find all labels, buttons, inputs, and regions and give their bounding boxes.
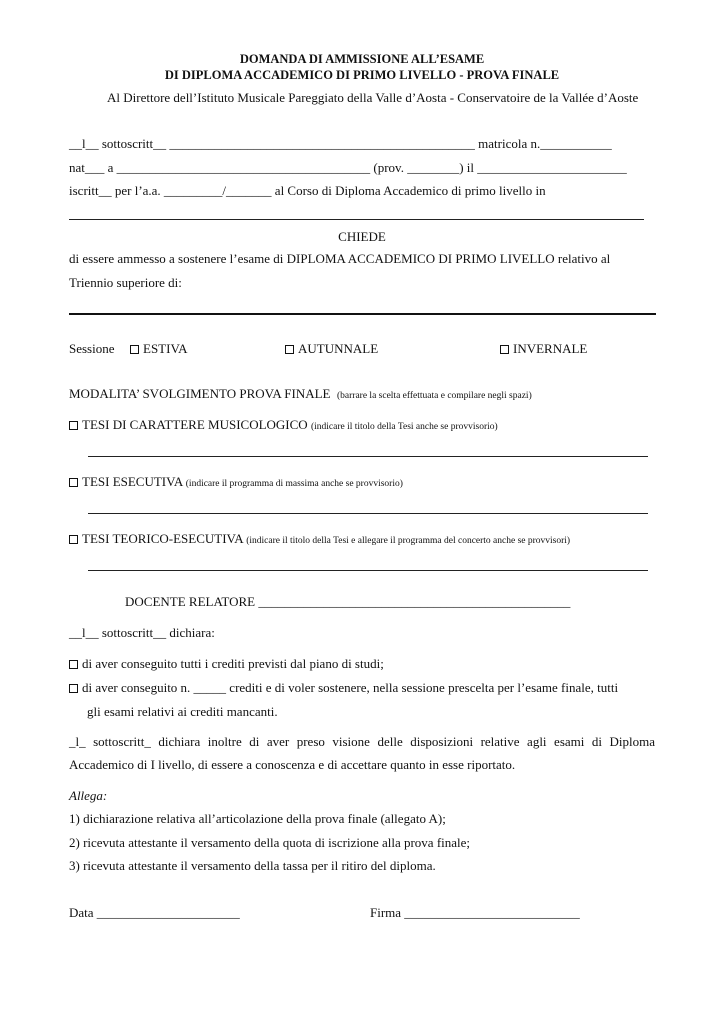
attachment-item-1: 1) dichiarazione relativa all’articolazione della prova finale (allegato A); [69, 811, 446, 826]
declaration-further-line2: Accademico di I livello, di essere a conoscenza e di accettare quanto in esse riportato. [69, 757, 516, 772]
request-text-line1: di essere ammesso a sostenere l’esame di DIPLOMA ACCADEMICO DI PRIMO LIVELLO relativo al [69, 251, 611, 266]
checkbox-icon[interactable] [69, 535, 78, 544]
form-title-line2: DI DIPLOMA ACCADEMICO DI PRIMO LIVELLO - PROVA FINALE [164, 68, 560, 82]
modalita-heading: MODALITA’ SVOLGIMENTO PROVA FINALE (barrare la scelta effettuata e compilare negli spazi) [69, 386, 532, 401]
checkbox-icon[interactable] [69, 660, 78, 669]
course-blank-line[interactable] [69, 219, 644, 220]
applicant-name-line[interactable]: __l__ sottoscritt__ _______________________________________________ matricola n.___________ [69, 136, 612, 151]
attachments-heading: Allega: [69, 788, 108, 803]
checkbox-icon[interactable] [69, 478, 78, 487]
thesis-esecutiva-line[interactable] [88, 513, 648, 514]
applicant-birth-line[interactable]: nat___ a _______________________________________ (prov. ________) il _______________________ [69, 160, 627, 175]
declaration-item1[interactable]: di aver conseguito tutti i crediti previsti dal piano di studi; [69, 656, 384, 672]
thesis-teorico-esecutiva-line[interactable] [88, 570, 648, 571]
form-title-line1: DOMANDA DI AMMISSIONE ALL’ESAME [239, 52, 485, 66]
attachment-item-2: 2) ricevuta attestante il versamento della quota di iscrizione alla prova finale; [69, 835, 471, 850]
checkbox-icon[interactable] [69, 684, 78, 693]
attachment-item-3: 3) ricevuta attestante il versamento della tassa per il ritiro del diploma. [69, 858, 436, 873]
thesis-musicologico-line[interactable] [88, 456, 648, 457]
declaration-item2[interactable]: di aver conseguito n. _____ crediti e di voler sostenere, nella sessione prescelta per l’esame finale, tutti [69, 680, 618, 696]
session-option-autunnale[interactable]: AUTUNNALE [285, 341, 378, 357]
session-option-invernale[interactable]: INVERNALE [500, 341, 587, 357]
session-label: Sessione [69, 341, 115, 356]
checkbox-icon[interactable] [69, 421, 78, 430]
request-text-line2: Triennio superiore di: [69, 275, 182, 290]
thesis-option-teorico-esecutiva[interactable]: TESI TEORICO-ESECUTIVA (indicare il titolo della Tesi e allegare il programma del concerto anche se provvisori) [69, 531, 570, 547]
docente-relatore-line[interactable]: DOCENTE RELATORE ________________________________________________ [125, 594, 571, 609]
checkbox-icon[interactable] [130, 345, 139, 354]
thesis-option-esecutiva[interactable]: TESI ESECUTIVA (indicare il programma di massima anche se provvisorio) [69, 474, 403, 490]
applicant-enrollment-line[interactable]: iscritt__ per l’a.a. _________/_______ al Corso di Diploma Accademico di primo livello in [69, 183, 546, 198]
declaration-item2-line2: gli esami relativi ai crediti mancanti. [87, 704, 278, 719]
request-heading: CHIEDE [338, 229, 386, 244]
declaration-further-line1: _l_ sottoscritt_ dichiara inoltre di aver preso visione delle disposizioni relative agli esami di Diploma [69, 734, 655, 749]
signature-field[interactable]: Firma ___________________________ [370, 905, 580, 920]
thesis-option-musicologico[interactable]: TESI DI CARATTERE MUSICOLOGICO (indicare il titolo della Tesi anche se provvisorio) [69, 417, 498, 433]
addressee: Al Direttore dell’Istituto Musicale Pareggiato della Valle d’Aosta - Conservatoire de la Vallée d’Aoste [107, 90, 639, 105]
session-option-estiva[interactable]: ESTIVA [130, 341, 188, 357]
triennio-line[interactable] [69, 313, 656, 315]
declaration-intro: __l__ sottoscritt__ dichiara: [69, 625, 215, 640]
checkbox-icon[interactable] [500, 345, 509, 354]
checkbox-icon[interactable] [285, 345, 294, 354]
date-field[interactable]: Data ______________________ [69, 905, 240, 920]
